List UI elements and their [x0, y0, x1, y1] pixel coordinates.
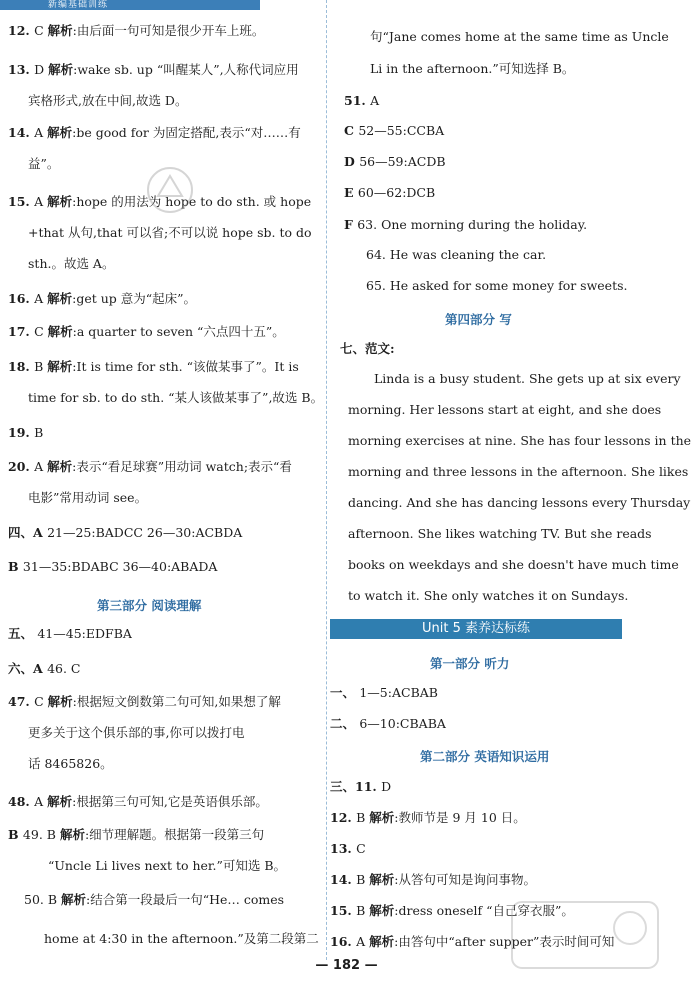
answer-letter: A — [356, 934, 370, 949]
essay-line: books on weekdays and she doesn't have much time — [348, 557, 679, 572]
answer-text: sth.。故选 A。 — [28, 256, 115, 271]
answer-text: 句“Jane comes home at the same time as Uncle — [370, 29, 669, 44]
answer-text: :根据第三句可知,它是英语俱乐部。 — [72, 794, 268, 809]
answer-letter: B — [356, 903, 370, 918]
item-number: 二、 — [330, 716, 360, 731]
answer-text: :由答句中“after supper”表示时间可知 — [394, 934, 615, 949]
item-number: E — [344, 185, 358, 200]
right-answer-line — [344, 122, 444, 140]
page-number: — 182 — — [315, 958, 378, 973]
right-answer-line — [344, 153, 446, 171]
analysis-label: 解析 — [369, 872, 395, 887]
item-number: F — [344, 217, 358, 232]
answer-text: :be good for 为固定搭配,表示“对……有 — [72, 125, 301, 140]
left-answer-line — [8, 524, 242, 542]
left-answer-line — [8, 693, 281, 711]
answer-text: 1—5:ACBAB — [359, 685, 438, 700]
answer-text: 更多关于这个俱乐部的事,你可以拨打电 — [28, 725, 245, 740]
item-number: 48. — [8, 794, 35, 809]
answer-letter: B — [356, 872, 370, 887]
answer-letter: D — [34, 62, 49, 77]
answer-letter: C — [34, 324, 48, 339]
answer-letter: B — [356, 810, 370, 825]
item-number: 13. — [8, 62, 35, 77]
answer-text: :hope 的用法为 hope to do sth. 或 hope — [72, 194, 312, 209]
answer-text: 56—59:ACDB — [359, 154, 446, 169]
left-answer-line — [28, 389, 323, 407]
listening-answer-line — [330, 684, 438, 702]
left-answer-line — [8, 124, 301, 142]
left-answer-line — [8, 458, 292, 476]
left-answer-line — [28, 724, 244, 742]
answer-letter: A — [34, 459, 48, 474]
left-answer-line — [8, 22, 264, 40]
section-heading-writing: 第四部分 写 — [445, 312, 512, 327]
right-answer-line — [366, 277, 628, 295]
analysis-label: 解析 — [369, 810, 395, 825]
item-number: 六、A — [8, 661, 48, 676]
essay-line: afternoon. She likes watching TV. But she reads — [348, 526, 652, 541]
answer-text: :结合第一段最后一句“He… comes — [86, 892, 285, 907]
answer-text: 60—62:DCB — [357, 185, 436, 200]
left-answer-line — [28, 155, 59, 173]
answer-text: :get up 意为“起床”。 — [72, 291, 197, 306]
answer-text: :dress oneself “自己穿衣服”。 — [394, 903, 574, 918]
answer-text: 6—10:CBABA — [359, 716, 446, 731]
essay-line: morning. Her lessons start at eight, and she does — [348, 402, 662, 417]
item-number: 14. — [330, 872, 357, 887]
item-number: 20. — [8, 459, 35, 474]
item-number: 14. — [8, 125, 35, 140]
left-answer-line — [8, 660, 80, 678]
answer-letter: 50. B — [24, 892, 62, 907]
item-number: 一、 — [330, 685, 360, 700]
item-number: B — [8, 559, 23, 574]
analysis-label: 解析 — [61, 892, 87, 907]
answer-text: 电影”常用动词 see。 — [28, 490, 148, 505]
answer-text: 65. He asked for some money for sweets. — [366, 278, 628, 293]
left-answer-line — [48, 857, 286, 875]
analysis-label: 解析 — [48, 62, 74, 77]
answer-text: 63. One morning during the holiday. — [357, 217, 588, 232]
answer-letter: C — [34, 694, 48, 709]
left-answer-line — [8, 793, 268, 811]
section-heading-knowledge: 第二部分 英语知识运用 — [420, 749, 550, 764]
left-answer-line — [28, 255, 114, 273]
analysis-label: 解析 — [47, 459, 73, 474]
item-number: 17. — [8, 324, 35, 339]
answer-letter: A — [34, 194, 48, 209]
left-answer-line — [44, 930, 319, 948]
answer-letter: A — [34, 125, 48, 140]
item-number: C — [344, 123, 359, 138]
right-answer-line — [344, 216, 587, 234]
analysis-label: 解析 — [47, 291, 73, 306]
answer-text: :It is time for sth. “该做某事了”。It is — [72, 359, 299, 374]
answer-letter: A — [34, 291, 48, 306]
item-number: 三、11. — [330, 779, 382, 794]
answer-text: :表示“看足球赛”用动词 watch;表示“看 — [72, 459, 292, 474]
left-answer-line — [28, 489, 147, 507]
answer-text: :wake sb. up “叫醒某人”,人称代词应用 — [73, 62, 299, 77]
analysis-label: 解析 — [47, 23, 73, 38]
answer-text: :细节理解题。根据第一段第三句 — [84, 827, 265, 842]
answer-text: :由后面一句可知是很少开车上班。 — [72, 23, 265, 38]
item-number: 12. — [330, 810, 357, 825]
answer-text: 益”。 — [28, 156, 60, 171]
answer-letter: B — [34, 425, 44, 440]
header-band — [0, 0, 260, 10]
essay-line: to watch it. She only watches it on Sundays. — [348, 588, 629, 603]
answer-letter: A — [34, 794, 48, 809]
essay-line: morning and three lessons in the afternoon. She likes — [348, 464, 689, 479]
left-answer-line — [8, 290, 196, 308]
item-number: 19. — [8, 425, 35, 440]
item-number: B — [8, 827, 23, 842]
knowledge-answer-line — [330, 871, 536, 889]
analysis-label: 解析 — [47, 359, 73, 374]
section-heading-reading: 第三部分 阅读理解 — [97, 598, 202, 613]
analysis-label: 解析 — [47, 125, 73, 140]
analysis-label: 解析 — [47, 694, 73, 709]
answer-letter: B — [34, 359, 48, 374]
answer-letter: 49. B — [22, 827, 60, 842]
section-heading-listening: 第一部分 听力 — [430, 656, 510, 671]
essay-line: morning exercises at nine. She has four lessons in the — [348, 433, 692, 448]
answer-text: 46. C — [47, 661, 81, 676]
left-answer-line — [28, 92, 187, 110]
answer-text: 宾格形式,放在中间,故选 D。 — [28, 93, 188, 108]
analysis-label: 解析 — [369, 934, 395, 949]
item-number: 16. — [8, 291, 35, 306]
item-number: D — [344, 154, 360, 169]
answer-text: :从答句可知是询问事物。 — [394, 872, 537, 887]
item-number: 16. — [330, 934, 357, 949]
left-answer-line — [8, 826, 264, 844]
essay-label: 七、范文: — [340, 341, 395, 356]
column-divider — [326, 0, 327, 960]
answer-text: 21—25:BADCC 26—30:ACBDA — [47, 525, 243, 540]
item-number: 12. — [8, 23, 35, 38]
answer-letter: C — [356, 841, 366, 856]
right-answer-line — [366, 246, 546, 264]
answer-text: :根据短文倒数第二句可知,如果想了解 — [72, 694, 281, 709]
essay-line: dancing. And she has dancing lessons every Thursday — [348, 495, 691, 510]
left-answer-line — [8, 625, 132, 643]
item-number: 四、A — [8, 525, 48, 540]
answer-text: 64. He was cleaning the car. — [366, 247, 547, 262]
right-answer-line — [370, 28, 669, 46]
answer-text: home at 4:30 in the afternoon.”及第二段第二 — [44, 931, 319, 946]
left-answer-line — [28, 755, 113, 773]
right-answer-line — [370, 60, 574, 78]
left-answer-line — [24, 891, 284, 909]
analysis-label: 解析 — [47, 194, 73, 209]
item-number: 15. — [330, 903, 357, 918]
answer-text: 话 8465826。 — [28, 756, 113, 771]
answer-text: time for sb. to do sth. “某人该做某事了”,故选 B。 — [28, 390, 324, 405]
answer-text: 41—45:EDFBA — [37, 626, 132, 641]
right-answer-line — [344, 184, 435, 202]
item-number: 五、 — [8, 626, 38, 641]
answer-text: 31—35:BDABC 36—40:ABADA — [22, 559, 218, 574]
left-answer-line — [8, 323, 285, 341]
right-answer-line — [344, 92, 379, 110]
analysis-label: 解析 — [59, 827, 85, 842]
left-answer-line — [8, 61, 299, 79]
knowledge-answer-line — [330, 809, 526, 827]
answer-text: 52—55:CCBA — [358, 123, 445, 138]
item-number: 18. — [8, 359, 35, 374]
knowledge-answer-line — [330, 840, 366, 858]
unit-banner: Unit 5 素养达标练 — [330, 619, 622, 639]
left-answer-line — [28, 224, 312, 242]
answer-text: :教师节是 9 月 10 日。 — [394, 810, 526, 825]
answer-text: +that 从句,that 可以省;不可以说 hope sb. to do — [28, 225, 312, 240]
item-number: 15. — [8, 194, 35, 209]
analysis-label: 解析 — [47, 324, 73, 339]
essay-line: Linda is a busy student. She gets up at six every — [374, 371, 681, 386]
answer-letter: D — [381, 779, 392, 794]
left-answer-line — [8, 424, 43, 442]
knowledge-answer-line — [330, 778, 391, 796]
left-answer-line — [8, 358, 299, 376]
answer-text: :a quarter to seven “六点四十五”。 — [72, 324, 285, 339]
answer-letter: C — [34, 23, 48, 38]
stamp-logo — [140, 160, 200, 220]
item-number: 47. — [8, 694, 35, 709]
analysis-label: 解析 — [369, 903, 395, 918]
left-answer-line — [8, 558, 217, 576]
answer-text: Li in the afternoon.”可知选择 B。 — [370, 61, 575, 76]
answer-text: “Uncle Li lives next to her.”可知选 B。 — [48, 858, 287, 873]
series-title: 新编基础训练 — [48, 0, 109, 10]
item-number: 51. — [344, 93, 371, 108]
answer-letter: A — [370, 93, 380, 108]
listening-answer-line — [330, 715, 446, 733]
item-number: 13. — [330, 841, 357, 856]
analysis-label: 解析 — [47, 794, 73, 809]
